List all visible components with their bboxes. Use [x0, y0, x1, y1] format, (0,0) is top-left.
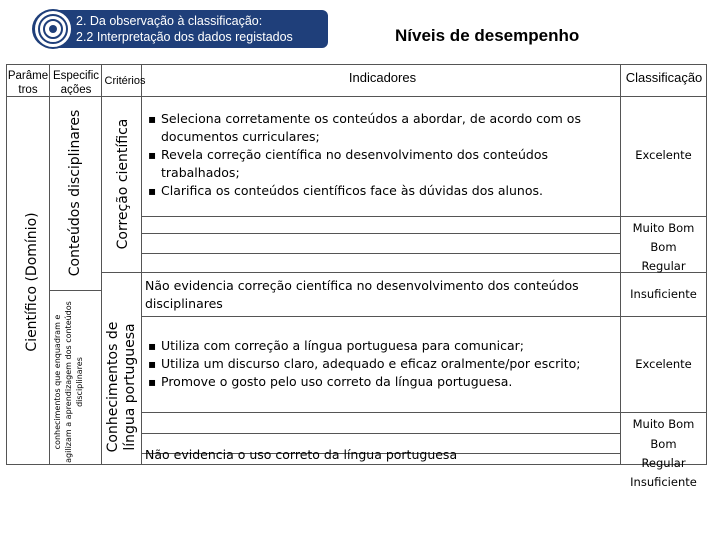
level-regular-2: Regular [641, 456, 686, 470]
section-2-negative-indicator: Não evidencia o uso correto da língua portuguesa [145, 447, 458, 462]
criterion-2-line-1: Conhecimentos de [105, 321, 121, 453]
level-insuficiente-1: Insuficiente [630, 287, 697, 301]
section-1-indicator: ▪ Revela correção científica no desenvolvimento dos conteúdos trabalhados; [148, 146, 616, 182]
criterion-2-line-2: língua portuguesa [122, 323, 138, 451]
header-especificacoes: Especificações [52, 70, 100, 95]
level-muito-bom-1: Muito Bom [632, 221, 695, 235]
header-parametros: Parâmetros [7, 70, 49, 95]
level-muito-bom-2: Muito Bom [632, 417, 695, 431]
level-bom-1: Bom [650, 240, 677, 254]
level-excelente-1: Excelente [635, 148, 692, 162]
section-banner [32, 10, 328, 48]
level-bom-2: Bom [650, 437, 677, 451]
section-2-indicators [148, 337, 616, 391]
banner-line-1: 2. Da observação à classificação: [76, 14, 263, 28]
header-criterios: Critérios [104, 75, 146, 87]
banner-text [76, 13, 293, 45]
section-2-indicator: ▪ Utiliza com correção a língua portuguesa para comunicar; [148, 337, 616, 355]
section-1-negative-indicator: Não evidencia correção científica no desenvolvimento dos conteúdos disciplinares [145, 278, 579, 311]
header-classificacao: Classificação [625, 70, 703, 85]
criterion-2-label [105, 312, 141, 462]
parameter-label: Científico (Domínio) [24, 212, 40, 352]
level-excelente-2: Excelente [635, 357, 692, 371]
section-1-indicator: ▪ Clarifica os conteúdos científicos face às dúvidas dos alunos. [148, 182, 616, 200]
section-1-indicators [148, 110, 616, 200]
level-insuficiente-2: Insuficiente [630, 475, 697, 489]
header-indicadores: Indicadores [348, 70, 417, 85]
section-2-indicator: ▪ Utiliza um discurso claro, adequado e eficaz oralmente/por escrito; [148, 355, 616, 373]
level-regular-1: Regular [641, 259, 686, 273]
target-logo-icon [32, 8, 74, 50]
section-2-indicator: ▪ Promove o gosto pelo uso correto da língua portuguesa. [148, 373, 616, 391]
criterion-1-label: Correção científica [115, 118, 131, 250]
specification-2-label: conhecimentos que enquadram e agilizam a aprendizagem dos conteúdos disciplinares [53, 301, 84, 463]
banner-line-2: 2.2 Interpretação dos dados registados [76, 30, 293, 44]
section-1-indicator: ▪ Seleciona corretamente os conteúdos a abordar, de acordo com os documentos curriculares; [148, 110, 616, 146]
page-title: Níveis de desempenho [395, 26, 580, 45]
specification-1-label: Conteúdos disciplinares [67, 109, 83, 277]
